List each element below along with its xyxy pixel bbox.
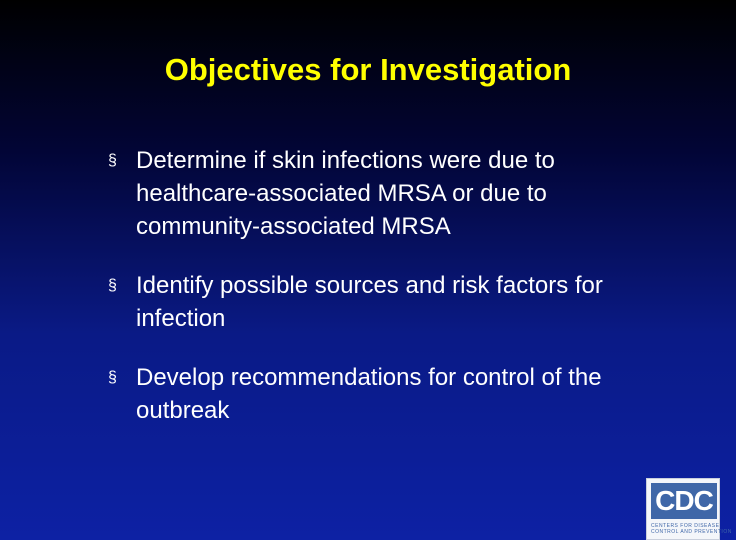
slide-title: Objectives for Investigation [164, 52, 572, 87]
cdc-logo-text: CDC [651, 483, 717, 519]
bullet-text: Determine if skin infections were due to healthcare-associated MRSA or due to community-associated MRSA [136, 147, 555, 240]
cdc-logo-subtext-line: CONTROL AND PREVENTION [651, 529, 732, 535]
bullet-item [108, 144, 668, 243]
bullet-marker-icon: § [108, 152, 117, 169]
cdc-logo-subtext [651, 523, 732, 535]
bullet-marker-icon: § [108, 277, 117, 294]
cdc-logo-subtext-line: CENTERS FOR DISEASE [651, 523, 720, 529]
bullet-marker-icon: § [108, 369, 117, 386]
bullet-item [108, 361, 668, 427]
bullet-text: Identify possible sources and risk factors for infection [136, 272, 603, 332]
bullet-text: Develop recommendations for control of the outbreak [136, 364, 602, 424]
bullet-list [108, 144, 668, 453]
bullet-item [108, 269, 668, 335]
cdc-logo [646, 478, 732, 540]
